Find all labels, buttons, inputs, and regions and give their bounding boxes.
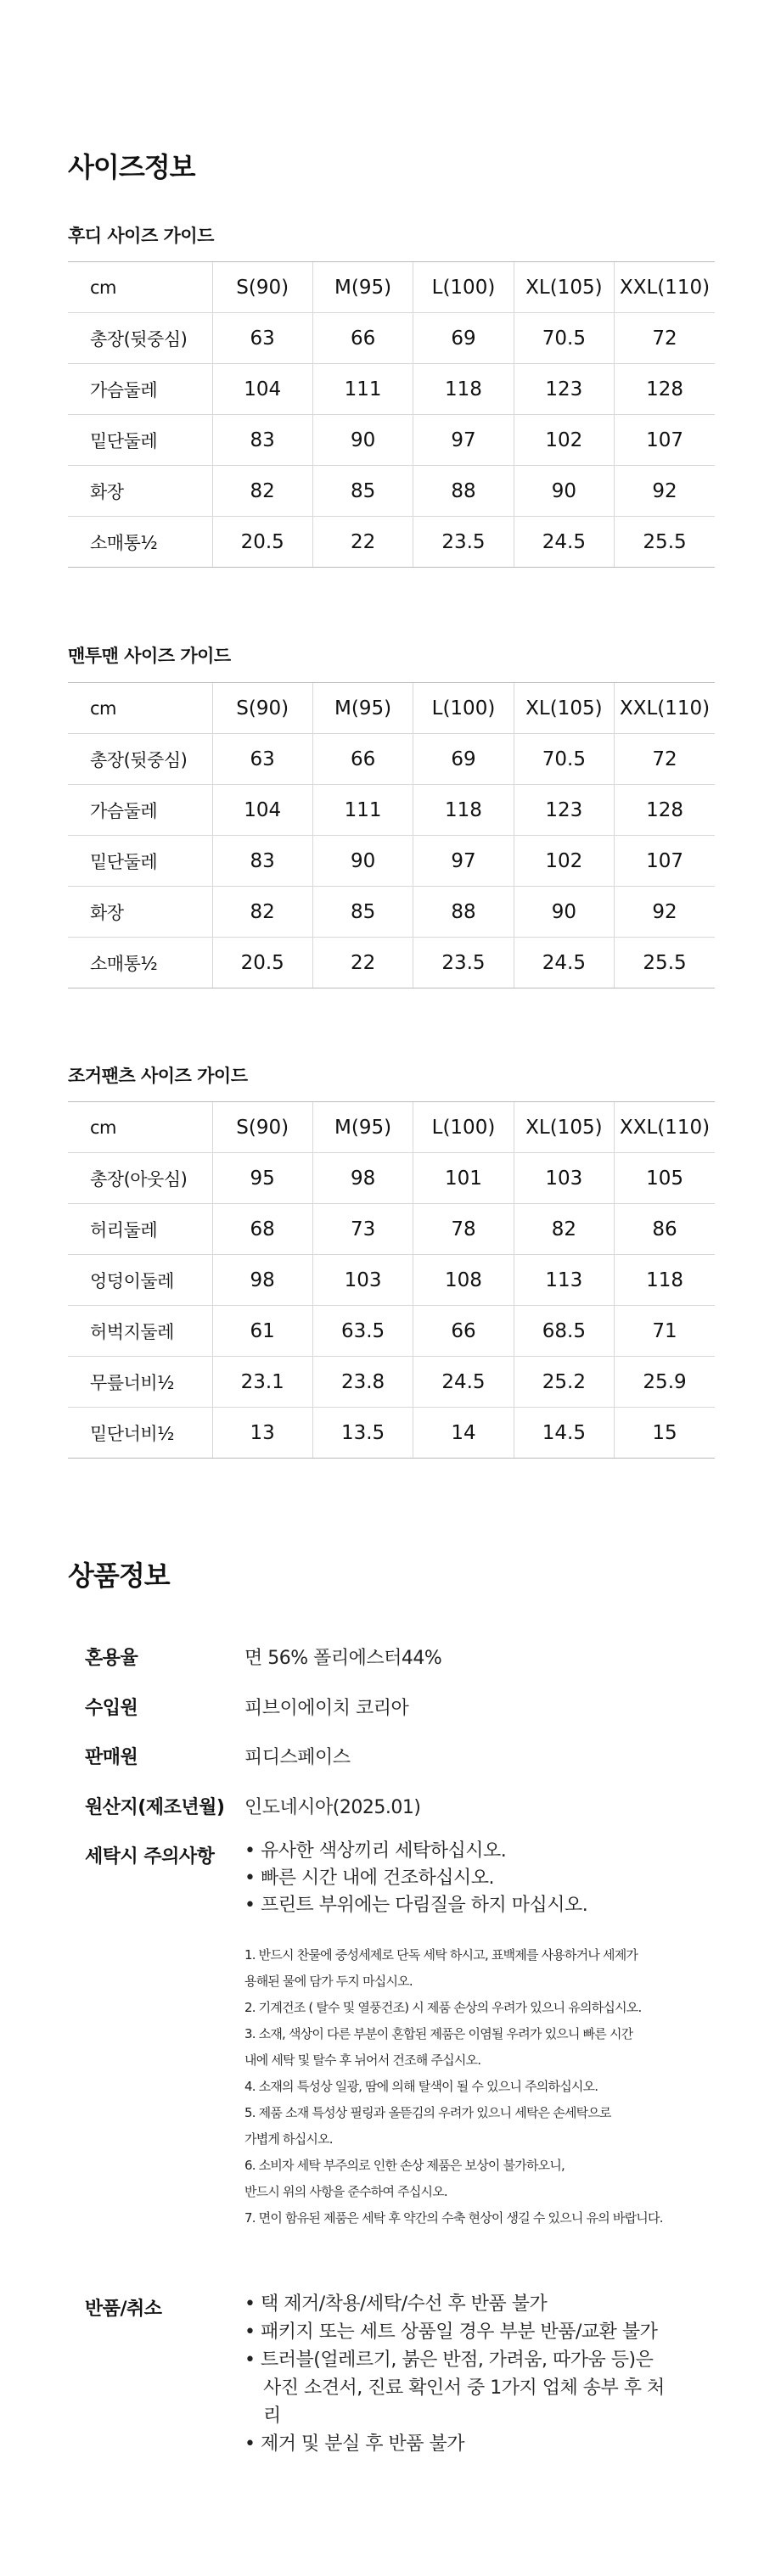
cell: 118 xyxy=(615,1255,715,1306)
table-row xyxy=(68,415,715,466)
cell: 86 xyxy=(615,1204,715,1255)
unit-header: cm xyxy=(68,1102,212,1153)
size-header: M(95) xyxy=(312,683,413,734)
jogger-size-table xyxy=(68,1101,715,1459)
cell: 69 xyxy=(413,313,514,364)
list-item: • 택 제거/착용/세탁/수선 후 반품 불가 xyxy=(244,2290,669,2318)
cell: 63 xyxy=(212,734,312,785)
size-header: L(100) xyxy=(413,683,514,734)
list-item: 1. 반드시 찬물에 중성세제로 단독 세탁 하시고, 표백제를 사용하거나 세제가 xyxy=(244,1947,638,1963)
table-row xyxy=(68,1204,715,1255)
cell: 97 xyxy=(413,415,514,466)
size-header: XXL(110) xyxy=(615,262,715,313)
cell: 22 xyxy=(312,938,413,988)
list-item: 2. 기계건조 ( 탈수 및 열풍건조) 시 제품 손상의 우려가 있으니 유의하십시오. xyxy=(244,2000,642,2015)
cell: 111 xyxy=(312,364,413,415)
row-label: 무릎너비½ xyxy=(68,1357,212,1408)
table-row xyxy=(68,466,715,517)
cell: 118 xyxy=(413,364,514,415)
cell: 14.5 xyxy=(514,1408,614,1459)
cell: 25.5 xyxy=(615,938,715,988)
list-item: 가볍게 하십시오. xyxy=(244,2131,333,2147)
cell: 68 xyxy=(212,1204,312,1255)
cell: 102 xyxy=(514,415,614,466)
cell: 88 xyxy=(413,466,514,517)
cell: 113 xyxy=(514,1255,614,1306)
size-header: L(100) xyxy=(413,262,514,313)
table-row xyxy=(68,364,715,415)
row-label: 총장(아웃심) xyxy=(68,1153,212,1204)
cell: 25.2 xyxy=(514,1357,614,1408)
cell: 82 xyxy=(212,887,312,938)
row-label: 허벅지둘레 xyxy=(68,1306,212,1357)
cell: 88 xyxy=(413,887,514,938)
row-label: 밑단둘레 xyxy=(68,836,212,887)
cell: 92 xyxy=(615,466,715,517)
table-row xyxy=(68,313,715,364)
cell: 98 xyxy=(312,1153,413,1204)
wash-care-label: 세탁시 주의사항 xyxy=(85,1846,215,1868)
return-policy-label: 반품/취소 xyxy=(85,2299,162,2320)
cell: 71 xyxy=(615,1306,715,1357)
cell: 66 xyxy=(413,1306,514,1357)
row-label: 소매통½ xyxy=(68,517,212,568)
cell: 90 xyxy=(514,887,614,938)
list-item: • 빠른 시간 내에 건조하십시오. xyxy=(244,1865,587,1892)
cell: 92 xyxy=(615,887,715,938)
list-item: 7. 면이 함유된 제품은 세탁 후 약간의 수축 현상이 생길 수 있으니 유의 바랍니다. xyxy=(244,2210,663,2226)
cell: 98 xyxy=(212,1255,312,1306)
row-label: 화장 xyxy=(68,887,212,938)
cell: 90 xyxy=(312,836,413,887)
cell: 95 xyxy=(212,1153,312,1204)
unit-header: cm xyxy=(68,262,212,313)
mtm-size-table xyxy=(68,682,715,988)
size-header: L(100) xyxy=(413,1102,514,1153)
table-row xyxy=(68,1153,715,1204)
cell: 104 xyxy=(212,785,312,836)
fabric-label: 혼용율 xyxy=(85,1648,138,1669)
origin-value: 인도네시아(2025.01) xyxy=(244,1797,421,1818)
hoodie-size-guide-title: 후디 사이즈 가이드 xyxy=(68,226,214,246)
cell: 123 xyxy=(514,364,614,415)
list-item: • 유사한 색상끼리 세탁하십시오. xyxy=(244,1838,587,1865)
list-item: • 프린트 부위에는 다림질을 하지 마십시오. xyxy=(244,1892,587,1919)
list-item: • 트러블(얼레르기, 붉은 반점, 가려움, 따가움 등)은 사진 소견서, 진료 확인서 중 1가지 업체 송부 후 처리 xyxy=(244,2346,669,2430)
list-item: 4. 소재의 특성상 일광, 땀에 의해 탈색이 될 수 있으니 주의하십시오. xyxy=(244,2079,598,2094)
cell: 24.5 xyxy=(514,517,614,568)
row-label: 가슴둘레 xyxy=(68,785,212,836)
cell: 20.5 xyxy=(212,517,312,568)
table-header-row xyxy=(68,683,715,734)
cell: 72 xyxy=(615,734,715,785)
table-row xyxy=(68,1255,715,1306)
importer-label: 수입원 xyxy=(85,1698,138,1719)
cell: 23.1 xyxy=(212,1357,312,1408)
size-header: M(95) xyxy=(312,1102,413,1153)
cell: 24.5 xyxy=(413,1357,514,1408)
size-header: XXL(110) xyxy=(615,683,715,734)
row-label: 화장 xyxy=(68,466,212,517)
cell: 69 xyxy=(413,734,514,785)
list-item: • 제거 및 분실 후 반품 불가 xyxy=(244,2430,669,2458)
origin-label: 원산지(제조년월) xyxy=(85,1797,225,1818)
cell: 101 xyxy=(413,1153,514,1204)
row-label: 총장(뒷중심) xyxy=(68,313,212,364)
cell: 83 xyxy=(212,836,312,887)
cell: 83 xyxy=(212,415,312,466)
cell: 13 xyxy=(212,1408,312,1459)
cell: 72 xyxy=(615,313,715,364)
cell: 82 xyxy=(514,1204,614,1255)
product-info-title: 상품정보 xyxy=(68,1560,170,1592)
cell: 111 xyxy=(312,785,413,836)
cell: 23.5 xyxy=(413,938,514,988)
cell: 108 xyxy=(413,1255,514,1306)
table-row xyxy=(68,887,715,938)
unit-header: cm xyxy=(68,683,212,734)
cell: 25.9 xyxy=(615,1357,715,1408)
cell: 14 xyxy=(413,1408,514,1459)
cell: 70.5 xyxy=(514,313,614,364)
cell: 24.5 xyxy=(514,938,614,988)
cell: 105 xyxy=(615,1153,715,1204)
cell: 22 xyxy=(312,517,413,568)
size-info-title: 사이즈정보 xyxy=(68,151,195,183)
cell: 107 xyxy=(615,415,715,466)
cell: 23.5 xyxy=(413,517,514,568)
cell: 128 xyxy=(615,785,715,836)
size-header: M(95) xyxy=(312,262,413,313)
table-row xyxy=(68,1306,715,1357)
cell: 97 xyxy=(413,836,514,887)
cell: 70.5 xyxy=(514,734,614,785)
row-label: 밑단너비½ xyxy=(68,1408,212,1459)
row-label: 소매통½ xyxy=(68,938,212,988)
size-header: XXL(110) xyxy=(615,1102,715,1153)
cell: 103 xyxy=(514,1153,614,1204)
row-label: 가슴둘레 xyxy=(68,364,212,415)
list-item: 3. 소재, 색상이 다른 부분이 혼합된 제품은 이염될 우려가 있으니 빠른 시간 xyxy=(244,2026,633,2041)
cell: 68.5 xyxy=(514,1306,614,1357)
list-item: 5. 제품 소재 특성상 필링과 올뜯김의 우려가 있으니 세탁은 손세탁으로 xyxy=(244,2105,611,2120)
cell: 66 xyxy=(312,313,413,364)
wash-care-notes xyxy=(244,1942,663,2232)
size-header: S(90) xyxy=(212,683,312,734)
cell: 23.8 xyxy=(312,1357,413,1408)
cell: 82 xyxy=(212,466,312,517)
cell: 61 xyxy=(212,1306,312,1357)
list-item: • 패키지 또는 세트 상품일 경우 부분 반품/교환 불가 xyxy=(244,2318,669,2346)
hoodie-size-table xyxy=(68,261,715,568)
seller-label: 판매원 xyxy=(85,1747,138,1768)
size-header: XL(105) xyxy=(514,683,614,734)
cell: 78 xyxy=(413,1204,514,1255)
cell: 15 xyxy=(615,1408,715,1459)
cell: 104 xyxy=(212,364,312,415)
cell: 107 xyxy=(615,836,715,887)
table-row xyxy=(68,836,715,887)
cell: 63 xyxy=(212,313,312,364)
cell: 103 xyxy=(312,1255,413,1306)
cell: 85 xyxy=(312,887,413,938)
row-label: 밑단둘레 xyxy=(68,415,212,466)
seller-value: 피디스페이스 xyxy=(244,1747,351,1768)
table-row xyxy=(68,938,715,988)
cell: 123 xyxy=(514,785,614,836)
cell: 118 xyxy=(413,785,514,836)
cell: 20.5 xyxy=(212,938,312,988)
table-header-row xyxy=(68,1102,715,1153)
list-item: 반드시 위의 사항을 준수하여 주십시오. xyxy=(244,2184,447,2199)
cell: 102 xyxy=(514,836,614,887)
mtm-size-guide-title: 맨투맨 사이즈 가이드 xyxy=(68,646,231,666)
cell: 85 xyxy=(312,466,413,517)
return-policy-bullets xyxy=(244,2290,669,2458)
table-row xyxy=(68,1357,715,1408)
cell: 73 xyxy=(312,1204,413,1255)
table-header-row xyxy=(68,262,715,313)
size-header: S(90) xyxy=(212,262,312,313)
cell: 128 xyxy=(615,364,715,415)
list-item: 용해된 물에 담가 두지 마십시오. xyxy=(244,1974,413,1989)
cell: 90 xyxy=(514,466,614,517)
table-row xyxy=(68,734,715,785)
jogger-size-guide-title: 조거팬츠 사이즈 가이드 xyxy=(68,1066,248,1086)
cell: 66 xyxy=(312,734,413,785)
importer-value: 피브이에이치 코리아 xyxy=(244,1698,409,1719)
row-label: 엉덩이둘레 xyxy=(68,1255,212,1306)
table-row xyxy=(68,785,715,836)
table-row xyxy=(68,517,715,568)
size-header: S(90) xyxy=(212,1102,312,1153)
row-label: 허리둘레 xyxy=(68,1204,212,1255)
cell: 25.5 xyxy=(615,517,715,568)
fabric-value: 면 56% 폴리에스터44% xyxy=(244,1648,442,1669)
cell: 13.5 xyxy=(312,1408,413,1459)
cell: 63.5 xyxy=(312,1306,413,1357)
size-header: XL(105) xyxy=(514,1102,614,1153)
list-item: 내에 세탁 및 탈수 후 뉘어서 건조해 주십시오. xyxy=(244,2052,481,2068)
table-row xyxy=(68,1408,715,1459)
row-label: 총장(뒷중심) xyxy=(68,734,212,785)
cell: 90 xyxy=(312,415,413,466)
size-header: XL(105) xyxy=(514,262,614,313)
list-item: 6. 소비자 세탁 부주의로 인한 손상 제품은 보상이 불가하오니, xyxy=(244,2158,565,2173)
wash-care-bullets xyxy=(244,1838,587,1919)
